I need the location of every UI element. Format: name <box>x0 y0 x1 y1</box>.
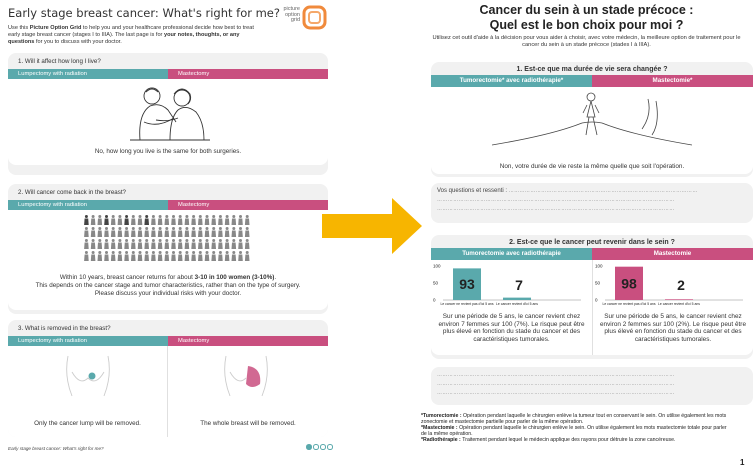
person-icon <box>211 227 216 237</box>
person-icon <box>205 239 210 249</box>
woman-walking-illustration <box>492 89 692 155</box>
person-icon <box>138 239 143 249</box>
person-icon <box>225 227 230 237</box>
person-icon <box>151 251 156 261</box>
person-icon <box>185 239 190 249</box>
person-icon <box>165 215 170 225</box>
person-icon <box>131 239 136 249</box>
notes-box-1[interactable]: Vos questions et ressenti : …………………………………………………………………………………………… …………………………………………………………………………………………………………………… …………………………………………………………………………………………………………………… <box>431 183 753 223</box>
person-icon <box>232 227 237 237</box>
tick-label: 50 <box>433 280 439 286</box>
mastectomy-breast-illustration <box>218 352 274 402</box>
person-icon <box>218 251 223 261</box>
person-icon <box>158 215 163 225</box>
person-icon <box>118 239 123 249</box>
person-icon <box>211 251 216 261</box>
arrow-right-icon <box>322 198 422 254</box>
chart-mastectomie <box>592 260 753 355</box>
person-icon <box>111 251 116 261</box>
answer-text: Sur une période de 5 ans, le cancer revient chez environ 7 femmes sur 100 (7%). Le risque peut être plus élevé en fonction du stade du cancer et des caractéristiques tumorales. <box>438 313 585 343</box>
person-icon <box>151 227 156 237</box>
person-icon <box>144 251 149 261</box>
person-icon <box>158 251 163 261</box>
page-dot <box>313 444 319 450</box>
person-icon <box>84 215 89 225</box>
answer-text: The whole breast will be removed. <box>200 420 296 427</box>
answer-text: Within 10 years, breast cancer returns for about 3-10 in 100 women (3-10%). This depends on the cancer stage and tumor characteristics, rather than on the type of surgery. Please discuss your individual risks with your doctor. <box>35 274 301 297</box>
person-icon <box>98 251 103 261</box>
person-icon <box>232 251 237 261</box>
notes-box-2[interactable]: …………………………………………………………………………………………………………………… …………………………………………………………………………………………………………………… …………………………………………………………………………………………………………………… <box>431 367 753 405</box>
answer-text: Only the cancer lump will be removed. <box>34 420 141 427</box>
person-icon <box>144 215 149 225</box>
notes-label: Vos questions et ressenti : <box>437 188 509 194</box>
person-icon <box>84 239 89 249</box>
lumpectomy-breast-illustration <box>60 352 116 402</box>
option-label-mastectomie: Mastectomie* <box>592 75 753 87</box>
page-indicator <box>306 444 333 450</box>
answer-text: Non, votre durée de vie reste la même quelle que soit l'opération. <box>499 163 685 170</box>
person-icon <box>218 215 223 225</box>
person-icon <box>225 239 230 249</box>
question-card-1-fr <box>431 62 753 177</box>
person-icon <box>171 215 176 225</box>
person-icon <box>171 239 176 249</box>
person-icon <box>185 251 190 261</box>
option-label-tumorectomie: Tumorectomie avec radiothérapie <box>431 248 592 260</box>
tick-label: 0 <box>433 297 436 303</box>
person-icon <box>158 239 163 249</box>
chart-tumorectomie <box>431 260 592 355</box>
data-label: 98 <box>621 275 637 292</box>
person-icon <box>118 251 123 261</box>
person-icon <box>138 215 143 225</box>
person-icon <box>104 215 109 225</box>
option-label-mastectomy: Mastectomy <box>168 200 328 210</box>
question-card-2 <box>8 184 328 314</box>
category-label: Le cancer ne revient pas d'ici 5 ans <box>440 302 494 306</box>
question-card-2-fr <box>431 235 753 359</box>
people-icon-array <box>83 213 253 263</box>
person-icon <box>238 227 243 237</box>
person-icon <box>191 227 196 237</box>
person-icon <box>211 215 216 225</box>
person-icon <box>198 251 203 261</box>
elderly-couple-illustration <box>110 82 230 142</box>
answer-text: No, how long you live is the same for both surgeries. <box>94 148 242 155</box>
answer-text: Sur une période de 5 ans, le cancer revient chez environ 2 femmes sur 100 (2%). Le risque peut être plus élevé en fonction du stade du cancer et des caractéristiques tumorales. <box>600 313 746 343</box>
person-icon <box>245 215 250 225</box>
person-icon <box>104 227 109 237</box>
person-icon <box>118 215 123 225</box>
person-icon <box>91 227 96 237</box>
intro-text: Use this Picture Option Grid to help you and your healthcare professional decide how best to treat early stage breast cancer (stages I to IIIA). The last page is for your notes, thoughts, or any questions for you to discuss with your doctor. <box>8 25 254 45</box>
person-icon <box>171 251 176 261</box>
person-icon <box>205 215 210 225</box>
category-label: Le cancer revient d'ici 5 ans <box>496 302 538 306</box>
person-icon <box>218 227 223 237</box>
person-icon <box>238 239 243 249</box>
question-title: 2. Est-ce que le cancer peut revenir dans le sein ? <box>509 239 675 246</box>
person-icon <box>165 227 170 237</box>
data-label: 93 <box>459 276 475 293</box>
person-icon <box>178 227 183 237</box>
person-icon <box>151 239 156 249</box>
question-title: 1. Est-ce que ma durée de vie sera changée ? <box>516 66 668 73</box>
person-icon <box>118 227 123 237</box>
person-icon <box>144 227 149 237</box>
person-icon <box>138 251 143 261</box>
person-icon <box>232 239 237 249</box>
person-icon <box>138 227 143 237</box>
category-label: Le cancer ne revient pas d'ici 5 ans <box>602 302 656 306</box>
person-icon <box>245 239 250 249</box>
person-icon <box>158 227 163 237</box>
option-label-mastectomie: Mastectomie <box>592 248 753 260</box>
tick-label: 100 <box>595 263 603 269</box>
question-card-1 <box>8 53 328 175</box>
person-icon <box>131 215 136 225</box>
person-icon <box>131 251 136 261</box>
question-card-3 <box>8 320 328 437</box>
footnotes: *Tumorectomie : Opération pendant laquelle le chirurgien enlève la tumeur tout en conservant le sein. On utilise également les mots zonectomie et mastectomie partielle pour parler de la même opération. *Mastectomie : Opération pendant laquelle le chirurgien enlève le sein. On utilise également les mots mastectomie totale pour parler de la même opération. *Radiothérapie : Traitement pendant lequel le médecin applique des rayons pour détruire la zone cancéreuse. <box>421 413 727 443</box>
person-icon <box>178 239 183 249</box>
page-dot <box>327 444 333 450</box>
tick-label: 0 <box>595 297 598 303</box>
person-icon <box>211 239 216 249</box>
person-icon <box>98 239 103 249</box>
person-icon <box>245 227 250 237</box>
person-icon <box>111 227 116 237</box>
person-icon <box>245 251 250 261</box>
person-icon <box>98 227 103 237</box>
data-label: 7 <box>515 277 523 293</box>
person-icon <box>124 251 129 261</box>
bar-chart <box>431 260 592 310</box>
person-icon <box>98 215 103 225</box>
page-number: 1 <box>740 458 745 467</box>
person-icon <box>191 239 196 249</box>
page-title: Early stage breast cancer: What's right for me? <box>8 6 280 20</box>
option-label-tumorectomie: Tumorectomie* avec radiothérapie* <box>431 75 592 87</box>
person-icon <box>218 239 223 249</box>
person-icon <box>84 251 89 261</box>
bar <box>665 299 693 300</box>
person-icon <box>238 251 243 261</box>
bar <box>503 298 531 300</box>
option-label-mastectomy: Mastectomy <box>168 336 328 346</box>
person-icon <box>144 239 149 249</box>
option-label-mastectomy: Mastectomy <box>168 69 328 79</box>
category-label: Le cancer revient d'ici 5 ans <box>658 302 700 306</box>
person-icon <box>91 215 96 225</box>
person-icon <box>205 251 210 261</box>
tick-label: 50 <box>595 280 601 286</box>
question-title: 2. Will cancer come back in the breast? <box>18 189 126 196</box>
person-icon <box>205 227 210 237</box>
person-icon <box>225 251 230 261</box>
page-dot-active <box>306 444 312 450</box>
person-icon <box>165 251 170 261</box>
question-title: 3. What is removed in the breast? <box>18 325 111 332</box>
option-label-lumpectomy: Lumpectomy with radiation <box>8 200 168 210</box>
person-icon <box>111 215 116 225</box>
picture-option-grid-logo: picture option grid <box>278 5 328 31</box>
person-icon <box>191 215 196 225</box>
intro-text: Utilisez cet outil d'aide à la décision pour vous aider à choisir, avec votre médecin, la meilleure option de traitement pour le cancer du sein à un stade précoce (stades I à IIIA). <box>432 35 741 48</box>
tick-label: 100 <box>433 263 441 269</box>
person-icon <box>225 215 230 225</box>
person-icon <box>198 239 203 249</box>
person-icon <box>131 227 136 237</box>
person-icon <box>104 239 109 249</box>
person-icon <box>151 215 156 225</box>
option-label-lumpectomy: Lumpectomy with radiation <box>8 336 168 346</box>
person-icon <box>185 215 190 225</box>
person-icon <box>111 239 116 249</box>
person-icon <box>191 251 196 261</box>
person-icon <box>84 227 89 237</box>
person-icon <box>124 239 129 249</box>
person-icon <box>104 251 109 261</box>
question-title: 1. Will it affect how long I live? <box>18 58 101 65</box>
page-dot <box>320 444 326 450</box>
person-icon <box>178 251 183 261</box>
person-icon <box>165 239 170 249</box>
person-icon <box>91 239 96 249</box>
person-icon <box>232 215 237 225</box>
person-icon <box>198 227 203 237</box>
footer-text: Early stage breast cancer: What's right for me? <box>8 446 104 451</box>
person-icon <box>124 227 129 237</box>
person-icon <box>198 215 203 225</box>
logo-mark-icon <box>302 5 327 30</box>
person-icon <box>185 227 190 237</box>
person-icon <box>91 251 96 261</box>
option-label-lumpectomy: Lumpectomy with radiation <box>8 69 168 79</box>
bar-chart <box>593 260 753 310</box>
person-icon <box>124 215 129 225</box>
data-label: 2 <box>677 277 685 293</box>
person-icon <box>178 215 183 225</box>
person-icon <box>238 215 243 225</box>
page-title: Cancer du sein à un stade précoce : Quel est le bon choix pour moi ? <box>479 3 694 32</box>
person-icon <box>171 227 176 237</box>
